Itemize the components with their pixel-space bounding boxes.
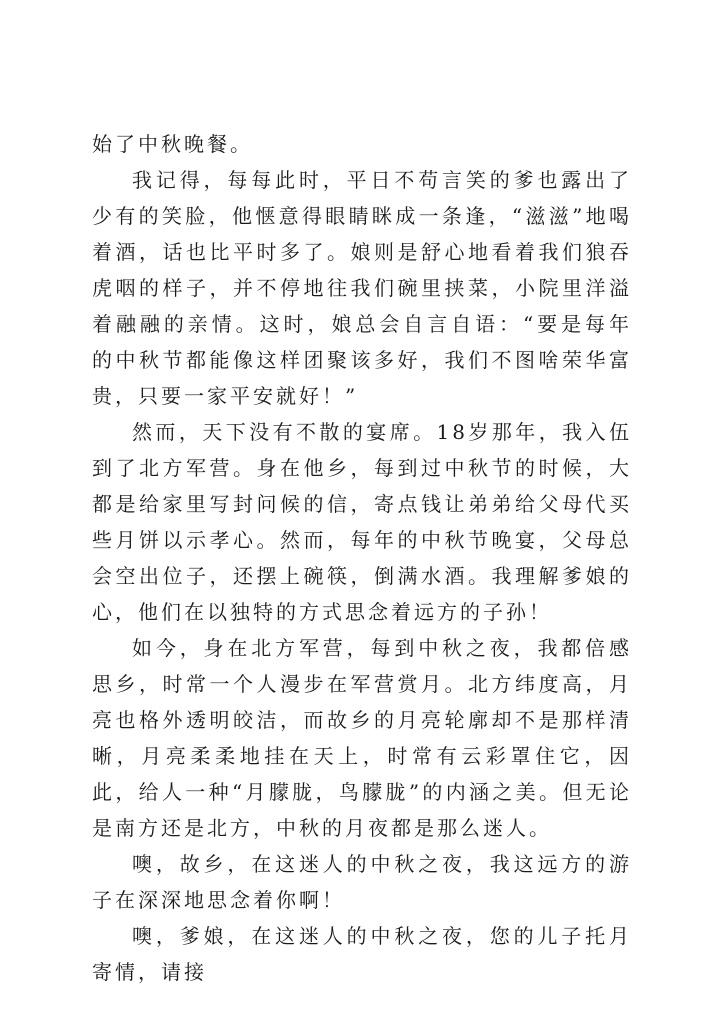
paragraph-joining-army: 然而，天下没有不散的宴席。18岁那年，我入伍到了北方军营。身在他乡，每到过中秋节的时候，大都是给家里写封问候的信，寄点钱让弟弟给父母代买些月饼以示孝心。然而，每年的中秋节晚宴，父母总会空出位子，还摆上碗筷，倒满水酒。我理解爹娘的心，他们在以独特的方式思念着远方的子孙！	[92, 420, 632, 624]
paragraph-missing-hometown: 噢，故乡，在这迷人的中秋之夜，我这远方的游子在深深地思念着你啊！	[92, 852, 632, 912]
document-body	[92, 126, 632, 990]
paragraph-continuation: 始了中秋晚餐。	[92, 132, 253, 156]
paragraph-to-parents: 噢，爹娘，在这迷人的中秋之夜，您的儿子托月寄情，请接	[92, 924, 632, 984]
paragraph-memory-of-father: 我记得，每每此时，平日不苟言笑的爹也露出了少有的笑脸，他惬意得眼睛眯成一条逢，“滋滋”地喝着酒，话也比平时多了。娘则是舒心地看着我们狼吞虎咽的样子，并不停地往我们碗里挟菜，小院里洋溢着融融的亲情。这时，娘总会自言自语：“要是每年的中秋节都能像这样团聚该多好，我们不图啥荣华富贵，只要一家平安就好！”	[92, 168, 632, 408]
paragraph-northern-moon: 如今，身在北方军营，每到中秋之夜，我都倍感思乡，时常一个人漫步在军营赏月。北方纬度高，月亮也格外透明皎洁，而故乡的月亮轮廓却不是那样清晰，月亮柔柔地挂在天上，时常有云彩罩住它，因此，给人一种“月朦胧，鸟朦胧”的内涵之美。但无论是南方还是北方，中秋的月夜都是那么迷人。	[92, 636, 632, 840]
